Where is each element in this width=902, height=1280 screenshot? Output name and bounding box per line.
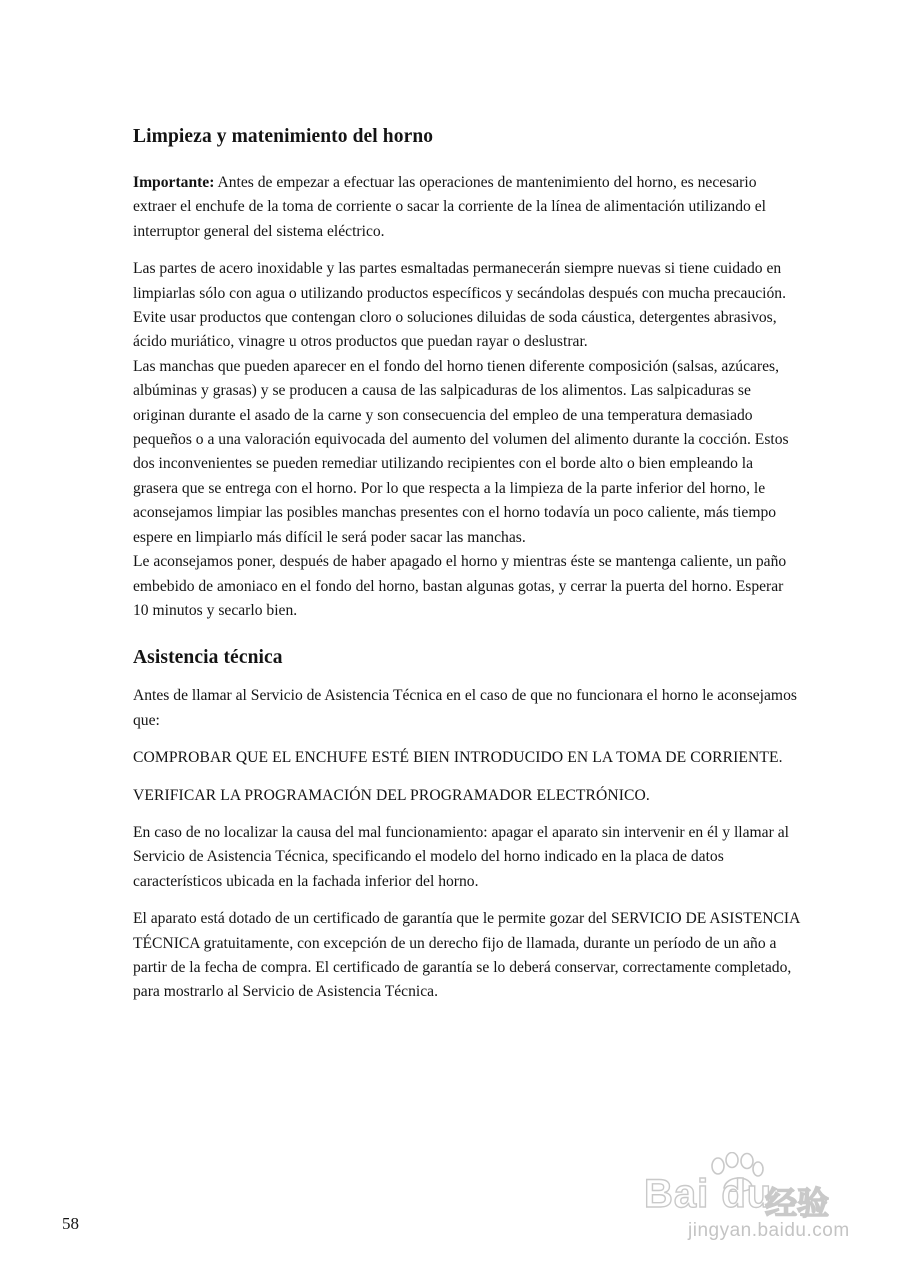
section-title-assistance: Asistencia técnica: [133, 647, 283, 669]
important-paragraph: [133, 171, 801, 244]
watermark-cn-label: 经验: [765, 1185, 830, 1221]
paragraph-ammonia-tip: Le aconsejamos poner, después de haber apagado el horno y mientras éste se mantenga caliente, un paño embebido de amoniaco en el fondo del horno, bastan algunas gotas, y cerrar la puerta del horno. Esperar 10 minutos y secarlo bien.: [133, 553, 787, 619]
important-text: Antes de empezar a efectuar las operaciones de mantenimiento del horno, es necesario extraer el enchufe de la toma de corriente o sacar la corriente de la línea de alimentación utilizando el interruptor general del sistema eléctrico.: [133, 174, 766, 240]
page-number: 58: [62, 1214, 79, 1233]
paragraph-assistance-intro: Antes de llamar al Servicio de Asistencia Técnica en el caso de que no funcionara el horno le aconsejamos que:: [133, 687, 797, 729]
paragraph-verify-programmer: VERIFICAR LA PROGRAMACIÓN DEL PROGRAMADOR ELECTRÓNICO.: [133, 786, 650, 804]
paragraph-check-plug: COMPROBAR QUE EL ENCHUFE ESTÉ BIEN INTRODUCIDO EN LA TOMA DE CORRIENTE.: [133, 749, 783, 767]
page-content: [133, 120, 801, 1005]
paragraph-avoid-products: Evite usar productos que contengan cloro o soluciones diluidas de soda cáustica, detergentes abrasivos, ácido muriático, vinagre u otros productos que puedan rayar o deslustrar.: [133, 309, 777, 351]
paragraph-warranty: El aparato está dotado de un certificado de garantía que le permite gozar del SERVICIO DE ASISTENCIA TÉCNICA gratuitamente, con excepción de un derecho fijo de llamada, durante un período de un año a partir de la fecha de compra. El certificado de garantía se lo deberá conservar, correctamente completado, para mostrarlo al Servicio de Asistencia Técnica.: [133, 910, 800, 1001]
baidu-watermark: [640, 1152, 860, 1252]
watermark-url: jingyan.baidu.com: [688, 1220, 850, 1241]
paragraph-fault-procedure: En caso de no localizar la causa del mal funcionamiento: apagar el aparato sin intervenir en él y llamar al Servicio de Asistencia Técnica, specificando el modelo del horno indicado en la placa de datos característicos ubicada en la fachada inferior del horno.: [133, 823, 789, 890]
watermark-brand: Bai du: [644, 1172, 773, 1216]
section-title-cleaning: Limpieza y matenimiento del horno: [133, 126, 434, 147]
paragraph-steel-parts: Las partes de acero inoxidable y las partes esmaltadas permanecerán siempre nuevas si tiene cuidado en limpiarlas sólo con agua o utilizando productos específicos y secándolas después con mucha precaución.: [133, 260, 787, 302]
paragraph-oven-stains: Las manchas que pueden aparecer en el fondo del horno tienen diferente composición (salsas, azúcares, albúminas y grasas) y se producen a causa de las salpicaduras de los alimentos. Las salpicaduras se originan durante el asado de la carne y son consecuencia del empleo de una temperatura demasiado pequeños o a una valoración equivocada del aumento del volumen del alimento durante la cocción. Estos dos inconvenientes se pueden remediar utilizando recipientes con el borde alto o bien empleando la grasera que se entrega con el horno. Por lo que respecta a la limpieza de la parte inferior del horno, le aconsejamos limpiar las posibles manchas presentes con el horno todavía un poco caliente, más tiempo espere en limpiarlo más difícil le será poder sacar las manchas.: [133, 357, 789, 546]
important-label: Importante:: [133, 174, 215, 191]
